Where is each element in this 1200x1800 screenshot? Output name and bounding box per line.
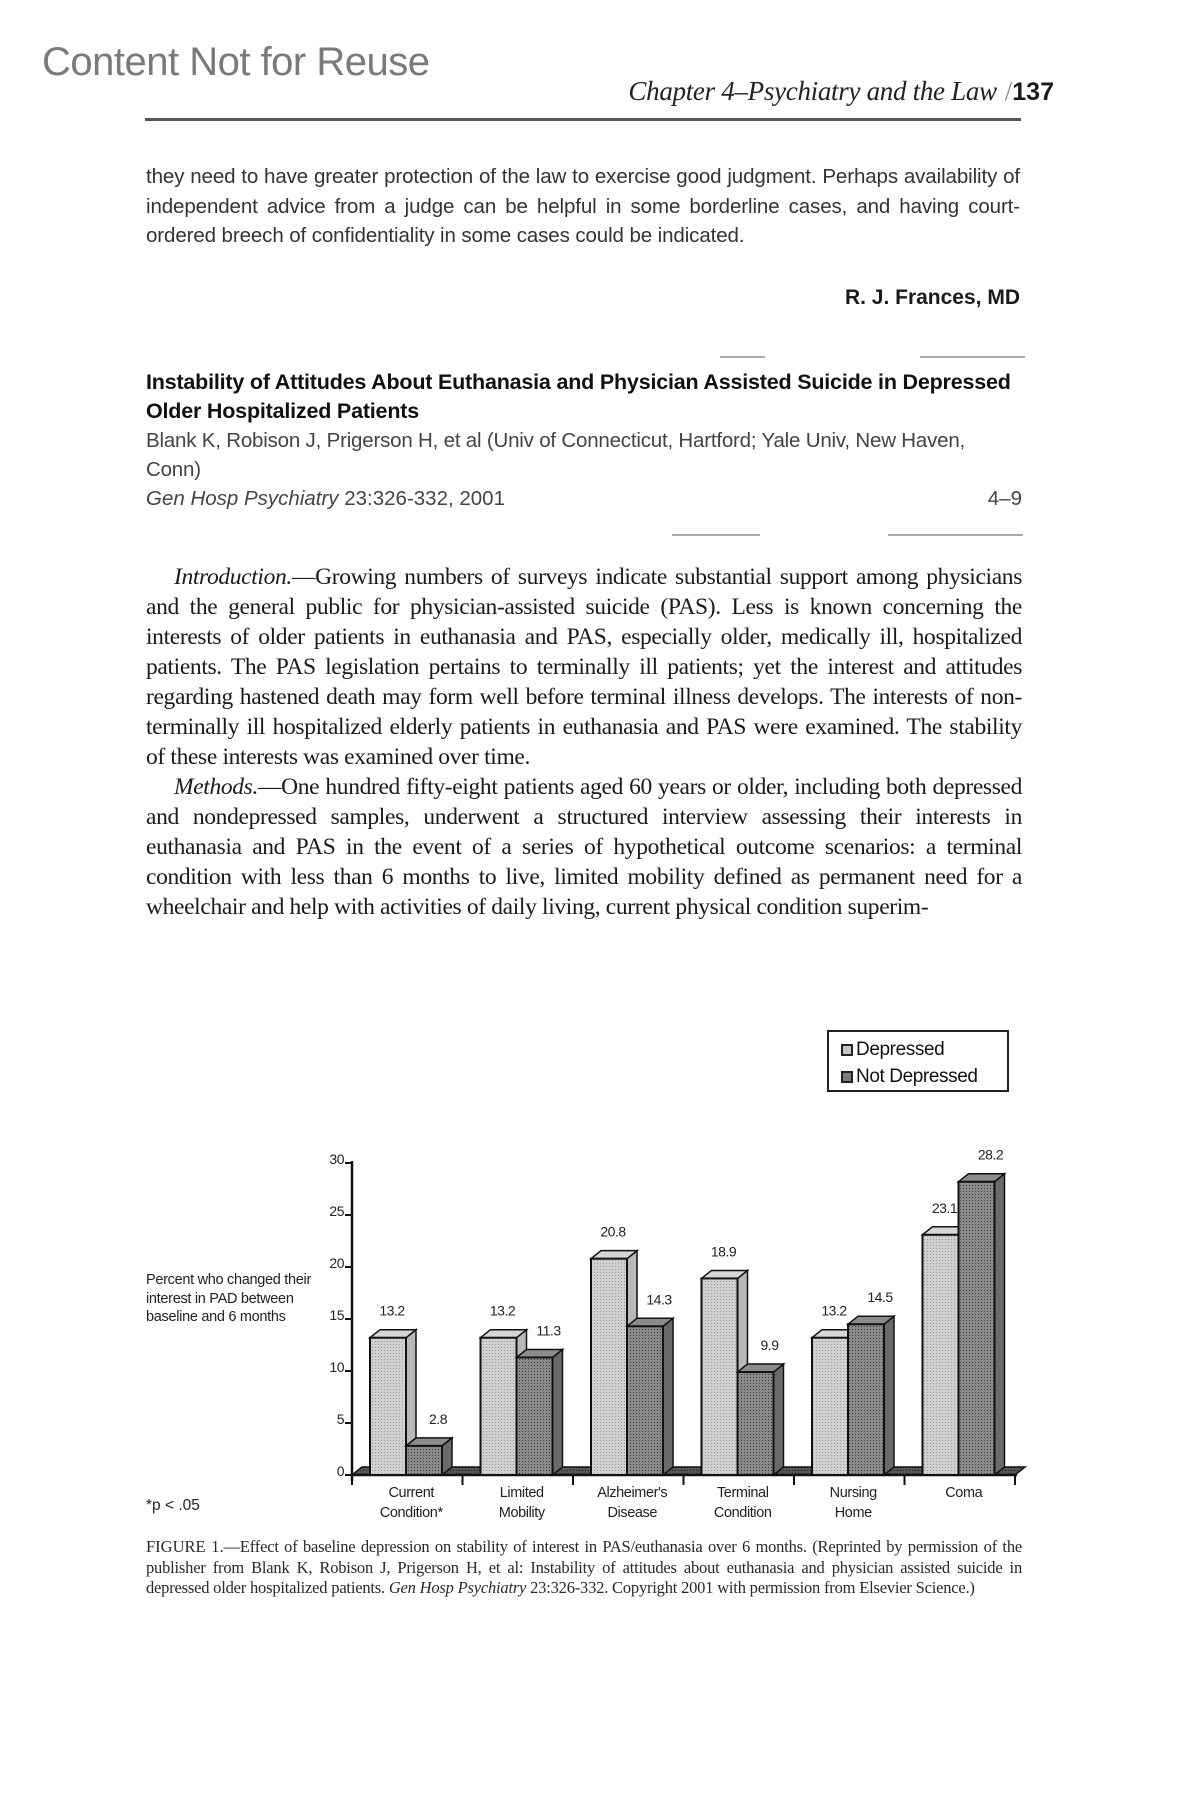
bar-side — [884, 1316, 894, 1475]
article-title: Instability of Attitudes About Euthanasia and Physician Assisted Suicide in Depressed Older Hospitalized Patients — [146, 370, 1011, 423]
bar-not-depressed — [517, 1357, 553, 1475]
bar-side — [995, 1174, 1005, 1475]
previous-commentary-text: they need to have greater protection of the law to exercise good judgment. Perhaps availability of independent advice from a judge can be helpful in some borderline cases, and having court-ordered breech of confidentiality in some cases could be indicated. — [146, 165, 1020, 247]
page-number: 137 — [1012, 78, 1054, 106]
bar-value-label: 13.2 — [821, 1302, 847, 1319]
bar-not-depressed — [627, 1326, 663, 1475]
bar-not-depressed — [738, 1372, 774, 1475]
x-category-label: Home — [834, 1505, 872, 1521]
introduction-lead: Introduction. — [174, 564, 292, 590]
bar-value-label: 9.9 — [760, 1337, 779, 1354]
y-tick-label: 20 — [329, 1255, 344, 1271]
commentary-signature: R. J. Frances, MD — [844, 286, 1020, 309]
x-category-label: Condition* — [379, 1505, 443, 1521]
bar-value-label: 14.5 — [867, 1289, 893, 1306]
x-category-label: Limited — [499, 1485, 544, 1501]
article-number: 4–9 — [987, 487, 1022, 510]
article-authors: Blank K, Robison J, Prigerson H, et al (Univ of Connecticut, Hartford; Yale Univ, New Haven, Conn) — [146, 429, 966, 481]
y-tick-label: 5 — [336, 1411, 344, 1427]
journal-citation: 23:326-332, 2001 — [338, 487, 505, 510]
watermark: Content Not for Reuse — [42, 40, 430, 84]
y-tick-label: 30 — [329, 1151, 344, 1167]
y-tick-label: 0 — [336, 1463, 344, 1479]
bar-value-label: 13.2 — [379, 1302, 405, 1319]
bar-depressed — [812, 1338, 848, 1475]
bar-depressed — [370, 1338, 406, 1475]
bar-value-label: 14.3 — [646, 1291, 672, 1308]
bar-not-depressed — [959, 1182, 995, 1475]
bar-depressed — [923, 1235, 959, 1475]
bar-value-label: 2.8 — [429, 1410, 447, 1427]
x-category-label: Disease — [607, 1505, 658, 1521]
bar-depressed — [481, 1338, 517, 1475]
figure-label: FIGURE 1. — [146, 1537, 224, 1556]
x-category-label: Current — [388, 1485, 435, 1501]
bar-value-label: 18.9 — [710, 1243, 737, 1260]
bar-depressed — [702, 1278, 738, 1475]
chart-plot-area — [329, 1147, 1025, 1521]
bar-side — [553, 1349, 563, 1475]
bar-value-label: 11.3 — [536, 1322, 561, 1339]
introduction-text: —Growing numbers of surveys indicate substantial support among physicians and the general public for physician-assisted suicide (PAS). Less is known concerning the interests of older patients in euthanasia and PAS, especially older, medically ill, hospitalized patients. The PAS legislation pertains to terminally ill patients; yet the interest and attitudes regarding hastened death may form well before terminal illness develops. The interests of non-terminally ill hospitalized elderly patients in euthanasia and PAS were examined. The stability of these interests was examined over time. — [146, 564, 1022, 770]
y-tick-label: 10 — [329, 1359, 344, 1375]
caption-text: —Effect of baseline depression on stability of interest in PAS/euthanasia over 6 months. (Reprinted by permission of the publisher from Blank K, Robison J, Prigerson H, et al: Instability of attitudes about euthanasia and physician assisted suicide in depressed older hospitalized patients. — [146, 1537, 1022, 1597]
figure-caption — [146, 1537, 1022, 1619]
legend-label: Depressed — [856, 1038, 945, 1060]
significance-footnote: *p < .05 — [146, 1497, 200, 1514]
bar-value-label: 13.2 — [489, 1302, 516, 1319]
y-axis-label: Percent who changed their interest in PAD between baseline and 6 months — [146, 1272, 311, 1325]
y-tick-label: 25 — [329, 1203, 344, 1219]
legend-label: Not Depressed — [856, 1065, 978, 1087]
bar-side — [663, 1318, 673, 1475]
x-category-label: Mobility — [498, 1505, 545, 1521]
bar-depressed — [591, 1259, 627, 1475]
bar-value-label: 28.2 — [977, 1146, 1004, 1163]
bar-not-depressed — [406, 1446, 442, 1475]
methods-text: —One hundred fifty-eight patients aged 60 years or older, including both depressed and nondepressed samples, underwent a structured interview assessing their interests in euthanasia and PAS in the event of a series of hypothetical outcome scenarios: a terminal condition with less than 6 months to live, limited mobility defined as permanent need for a wheelchair and help with activities of daily living, current physical condition superim- — [146, 774, 1022, 920]
x-category-label: Alzheimer's — [597, 1485, 668, 1501]
x-category-label: Coma — [945, 1485, 983, 1501]
caption-journal: Gen Hosp Psychiatry — [388, 1578, 527, 1597]
bar-value-label: 23.1 — [931, 1199, 958, 1216]
caption-tail: 23:326-332. Copyright 2001 with permission from Elsevier Science.) — [526, 1578, 975, 1597]
journal-name: Gen Hosp Psychiatry — [146, 487, 339, 510]
y-tick-label: 15 — [329, 1307, 344, 1323]
bar-side — [774, 1364, 784, 1475]
bar-not-depressed — [848, 1324, 884, 1475]
x-category-label: Condition — [713, 1505, 772, 1521]
x-category-label: Nursing — [829, 1485, 877, 1501]
x-category-label: Terminal — [716, 1485, 769, 1501]
bar-value-label: 20.8 — [600, 1223, 626, 1240]
methods-lead: Methods. — [174, 774, 259, 800]
chapter-title: Chapter 4–Psychiatry and the Law — [628, 76, 997, 106]
running-head-separator: / — [1004, 76, 1012, 106]
